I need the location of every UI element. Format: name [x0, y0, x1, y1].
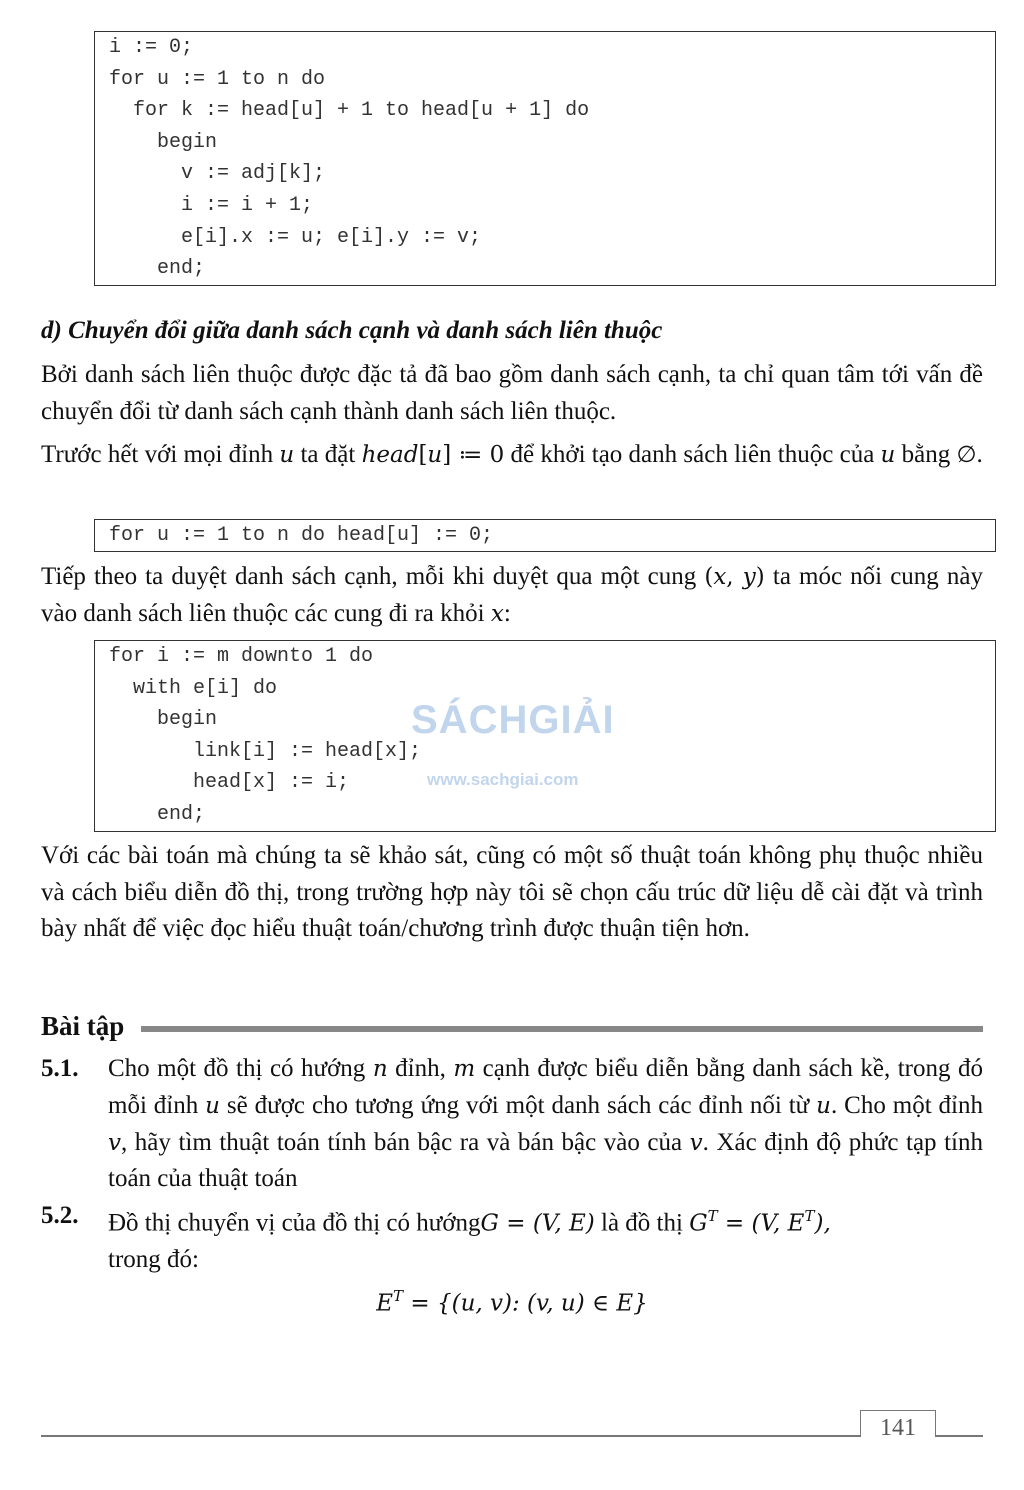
code-block-3-text — [95, 641, 995, 831]
code-line: begin — [109, 708, 218, 732]
exercise-body: Cho một đồ thị có hướng n đỉnh, m cạnh được biểu diễn bằng danh sách kề, trong đó mỗi đỉnh u sẽ được cho tương ứng với một danh sách các đỉnh nối từ u. Cho một đỉnh v, hãy tìm thuật toán tính bán bậc ra và bán bậc vào của v. Xác định độ phức tạp tính toán của thuật toán — [108, 1055, 984, 1193]
code-line: for u := 1 to n do head[u] := 0; — [109, 524, 494, 547]
watermark-brand: SÁCHGIẢI — [411, 698, 615, 742]
code-line: end; — [109, 802, 206, 826]
section-heading: d) Chuyển đổi giữa danh sách cạnh và danh sách liên thuộc — [41, 317, 663, 344]
footer-rule — [41, 1435, 983, 1437]
code-line: i := i + 1; — [109, 193, 314, 217]
code-block-1 — [94, 31, 996, 286]
exercise-number: 5.1. — [41, 1055, 79, 1082]
code-line: for u := 1 to n do — [109, 67, 326, 91]
code-line: i := 0; — [109, 36, 194, 59]
code-line: end; — [109, 257, 206, 281]
code-line: for i := m downto 1 do — [109, 645, 374, 668]
code-line: with e[i] do — [109, 676, 278, 700]
exercise-5-1 — [41, 1051, 983, 1198]
code-line: v := adj[k]; — [109, 162, 326, 186]
paragraph-1: Bởi danh sách liên thuộc được đặc tả đã bao gồm danh sách cạnh, ta chỉ quan tâm tới vấn đề chuyển đổi từ danh sách cạnh thành danh sách liên thuộc. — [41, 361, 983, 425]
exercises-title: Bài tập — [41, 1011, 130, 1041]
code-line: head[x] := i; — [109, 771, 350, 795]
paragraph-4: Với các bài toán mà chúng ta sẽ khảo sát, cũng có một số thuật toán không phụ thuộc nhiều và cách biểu diễn đồ thị, trong trường hợp này tôi sẽ chọn cấu trúc dữ liệu dễ cài đặt và trình bày nhất để việc đọc hiểu thuật toán/chương trình được thuận tiện hơn. — [41, 842, 983, 942]
exercise-body: Đồ thị chuyển vị của đồ thị có hướngG = (V, E) là đồ thị $G^T = (V$, $E^T$), trong đó: — [108, 1207, 831, 1274]
code-block-2-text — [95, 520, 995, 552]
code-block-1-text — [95, 32, 995, 285]
transpose-formula: $E^T = \{(u$, v): (v, u) ∈ E} — [376, 1287, 648, 1317]
exercise-5-2 — [41, 1198, 983, 1279]
code-block-3 — [94, 640, 996, 832]
paragraph-2: Trước hết với mọi đỉnh u ta đặt head[u] ≔ 0 để khởi tạo danh sách liên thuộc của u bằng ∅. — [41, 441, 983, 468]
paragraph-3: Tiếp theo ta duyệt danh sách cạnh, mỗi khi duyệt qua một cung (x, y) ta móc nối cung này vào danh sách liên thuộc các cung đi ra khỏi x: — [41, 563, 984, 627]
exercise-number: 5.2. — [41, 1202, 79, 1229]
code-block-2 — [94, 519, 996, 552]
code-line: e[i].x := u; e[i].y := v; — [109, 225, 482, 249]
code-line: for k := head[u] + 1 to head[u + 1] do — [109, 99, 590, 123]
code-line: link[i] := head[x]; — [109, 739, 422, 763]
section-rule — [141, 1026, 983, 1032]
page-number: 141 — [860, 1410, 936, 1437]
watermark-url: www.sachgiai.com — [427, 770, 579, 789]
exercises-section-header — [41, 1006, 983, 1046]
code-line: begin — [109, 130, 218, 154]
